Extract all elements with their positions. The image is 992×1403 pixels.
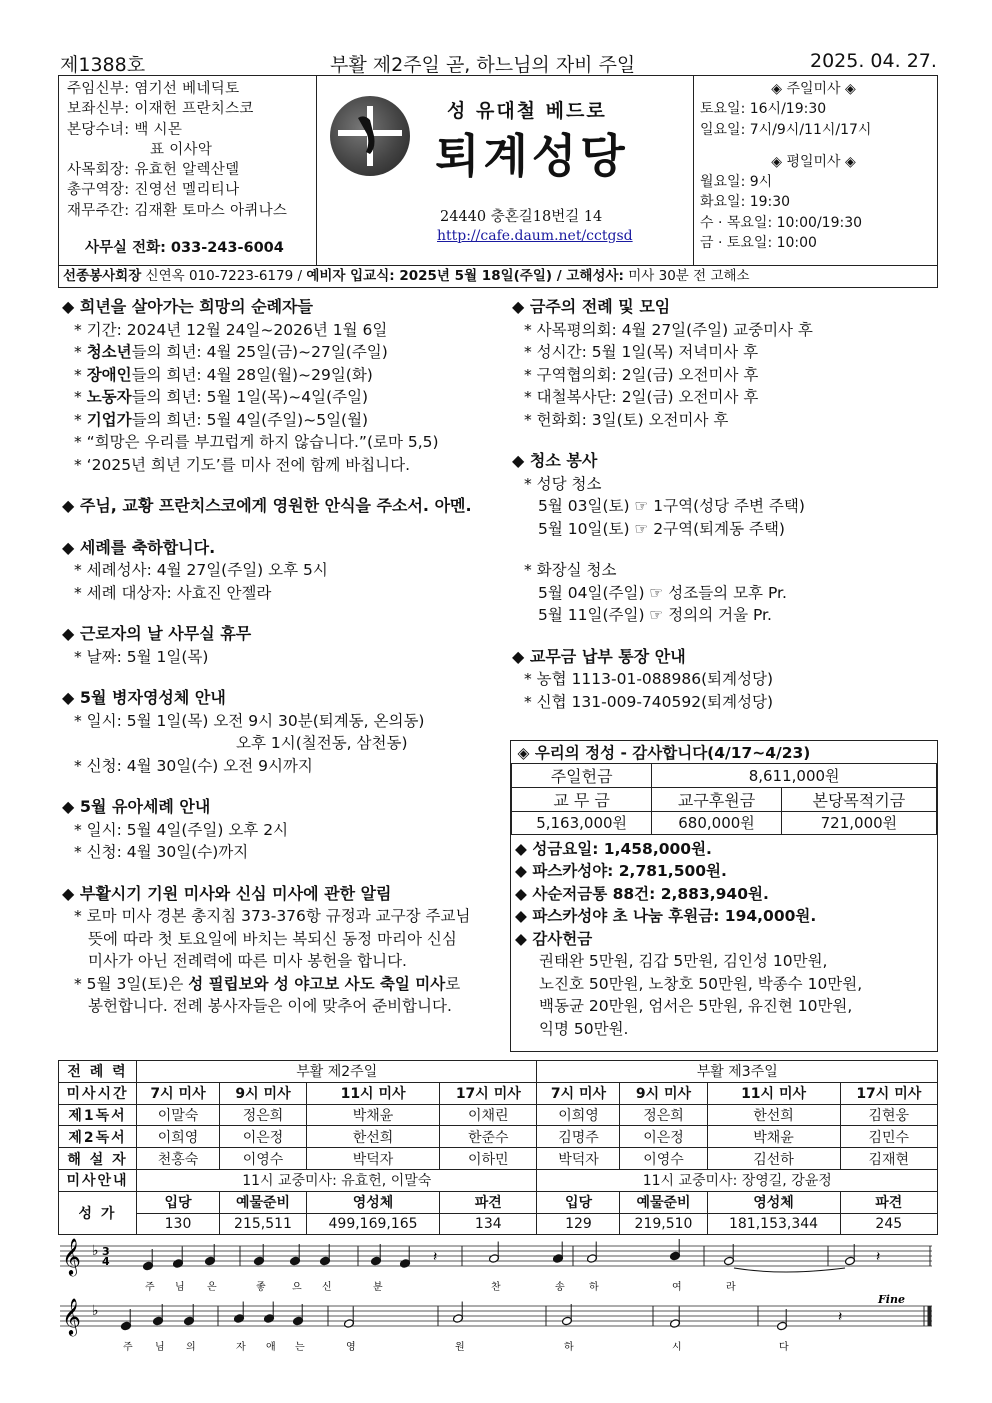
notice-text: 들의 희년: 5월 1일(목)~4일(주일) — [131, 388, 369, 406]
section-heading: ◆ 청소 봉사 — [512, 451, 598, 470]
thanks-line: 노진호 50만원, 노창호 50만원, 박종수 10만원, — [539, 974, 863, 993]
weekday-mass-fri-sat: 금 · 토요일: 10:00 — [700, 235, 817, 252]
commentator-cell: 박덕자 — [307, 1148, 440, 1170]
commentator-cell: 이영수 — [620, 1148, 707, 1170]
weekday-mass-wed-thu: 수 · 목요일: 10:00/19:30 — [700, 214, 863, 231]
mass-time-header: 17시 미사 — [440, 1082, 537, 1104]
hymn-header: 예물준비 — [620, 1191, 707, 1213]
mass-times-panel — [694, 76, 937, 265]
sunday-offering-value: 8,611,000원 — [652, 764, 937, 788]
right-notices-column — [512, 296, 938, 713]
bulletin-title: 부활 제2주일 곧, 하느님의 자비 주일 — [330, 54, 636, 76]
hymn-number: 181,153,344 — [707, 1213, 840, 1235]
staff-entry: 주임신부: 염기선 베네딕토 — [67, 81, 240, 97]
section-heading: ◆ 금주의 전례 및 모임 — [512, 297, 671, 316]
row-label: 제2독서 — [59, 1126, 137, 1148]
offering-note: ◆ 파스카성야: 2,781,500원. — [515, 862, 727, 880]
notice-text: * 5월 3일(토)은 — [74, 974, 189, 993]
parish-panel — [317, 76, 694, 265]
notice-line: * 로마 미사 경본 총지침 373-376항 규정과 교구장 주교님 — [74, 907, 471, 925]
row-label: 미사시간 — [59, 1082, 137, 1104]
first-reader-cell: 박채윤 — [307, 1104, 440, 1126]
left-notices-column — [62, 296, 502, 1018]
staff-list — [67, 79, 316, 221]
hymn-number: 245 — [840, 1213, 937, 1235]
section-heading: ◆ 교무금 납부 통장 안내 — [512, 646, 686, 666]
first-reader-cell: 정은희 — [620, 1104, 707, 1126]
info-strip — [58, 266, 938, 288]
quarter-rest-icon: 𝄽 — [876, 1249, 881, 1265]
lyric-syllable: 님 — [155, 1342, 165, 1353]
strip-label-1: 선종봉사회장 — [63, 268, 142, 284]
notice-line: * 대철복사단: 2일(금) 오전미사 후 — [524, 388, 759, 406]
commentator-cell: 김재현 — [840, 1148, 937, 1170]
lyric-syllable: 는 — [295, 1342, 305, 1353]
section-heading: ◆ 5월 유아세례 안내 — [62, 797, 211, 816]
notice-bold: 청소년 — [86, 343, 132, 361]
sunday-offering-label: 주일헌금 — [512, 764, 652, 788]
flat-icon: ♭ — [92, 1303, 99, 1319]
lyric-syllable: 하 — [589, 1282, 599, 1293]
notice-line: * 화장실 청소 — [524, 561, 617, 579]
offering-notes — [511, 835, 937, 1041]
notice-bold: 노동자 — [86, 388, 132, 406]
notice-line: * 성당 청소 — [524, 474, 602, 493]
notice-line: 5월 03일(토) ☞ 1구역(성당 주변 주택) — [538, 497, 805, 515]
commentator-cell: 이하민 — [440, 1148, 537, 1170]
lyric-syllable: 분 — [373, 1282, 383, 1293]
staff-entry: 본당수녀: 백 시몬 — [67, 121, 183, 138]
first-reader-cell: 한선희 — [707, 1104, 840, 1126]
row-label: 성 가 — [59, 1191, 137, 1235]
lyric-syllable: 자 — [236, 1342, 246, 1353]
hymn-header: 입당 — [537, 1191, 620, 1213]
parish-name: 퇴계성당 — [435, 129, 629, 183]
section-heading: ◆ 희년을 살아가는 희망의 순례자들 — [62, 297, 313, 316]
offering-header: 교구후원금 — [652, 788, 782, 812]
notice-line: * 일시: 5월 1일(목) 오전 9시 30분(퇴계동, 온의동) — [74, 711, 425, 730]
section-heading: ◆ 세례를 축하합니다. — [62, 537, 216, 557]
strip-text-1: 신연옥 010-7223-6179 / — [141, 268, 307, 284]
notice-line: * 기간: 2024년 12월 24일~2026년 1월 6일 — [74, 320, 388, 339]
lyric-syllable: 주 — [145, 1282, 155, 1293]
notice-line: * 날짜: 5월 1일(목) — [74, 647, 209, 666]
commentator-cell: 천홍숙 — [137, 1148, 220, 1170]
week2-title: 부활 제3주일 — [537, 1061, 938, 1083]
notice-line: * 노동자들의 희년: 5월 1일(목)~4일(주일) — [74, 388, 369, 406]
notice-line: * 헌화회: 3일(토) 오전미사 후 — [524, 410, 729, 429]
notice-line: * 청소년들의 희년: 4월 25일(금)~27일(주일) — [74, 343, 388, 361]
notice-line: 뜻에 따라 첫 토요일에 바치는 복되신 동정 마리아 신심 — [88, 929, 457, 948]
notice-line: 봉헌합니다. 전례 봉사자들은 이에 맞추어 준비합니다. — [88, 997, 452, 1015]
thanks-line: 익명 50만원. — [539, 1019, 629, 1038]
lyric-syllable: 은 — [207, 1282, 217, 1293]
mass-time-header: 17시 미사 — [840, 1082, 937, 1104]
staff-entry: 사목회장: 유효헌 알렉산델 — [67, 162, 240, 179]
commentator-cell: 김선하 — [707, 1148, 840, 1170]
row-label: 제1독서 — [59, 1104, 137, 1126]
section-heading: ◆ 부활시기 기원 미사와 신심 미사에 관한 알림 — [62, 883, 392, 903]
mass-notice-week1: 11시 교중미사: 유효헌, 이말숙 — [137, 1169, 537, 1191]
offering-note: ◆ 사순저금통 88건: 2,883,940원. — [515, 884, 769, 903]
second-reader-cell: 이은정 — [620, 1126, 707, 1148]
notice-line: * 세례 대상자: 사효진 안젤라 — [74, 583, 272, 602]
flat-icon: ♭ — [92, 1243, 99, 1259]
lyric-syllable: 하 — [564, 1342, 574, 1353]
notice-line: * 일시: 5월 4일(주일) 오후 2시 — [74, 820, 289, 839]
mass-time-header: 11시 미사 — [707, 1082, 840, 1104]
lyric-syllable: 시 — [672, 1342, 682, 1353]
office-phone: 사무실 전화: 033-243-6004 — [85, 240, 284, 256]
notice-line: * 사목평의회: 4월 27일(주일) 교중미사 후 — [524, 320, 813, 339]
first-reader-cell: 이채린 — [440, 1104, 537, 1126]
fine-marking: Fine — [878, 1293, 905, 1306]
parish-subtitle: 성 유대철 베드로 — [447, 100, 607, 122]
second-reader-cell: 김민수 — [840, 1126, 937, 1148]
mass-time-header: 11시 미사 — [307, 1082, 440, 1104]
first-reader-cell: 이말숙 — [137, 1104, 220, 1126]
sunday-mass-saturday: 토요일: 16시/19:30 — [700, 101, 827, 118]
section-heading: ◆ 근로자의 날 사무실 휴무 — [62, 624, 252, 643]
treble-clef-icon: 𝄞 — [62, 1297, 81, 1335]
time-signature: 3 — [102, 1245, 110, 1258]
notice-line: * 구역협의회: 2일(금) 오전미사 후 — [524, 365, 759, 384]
staff-entry: 표 이사악 — [150, 141, 213, 158]
weekday-mass-mon: 월요일: 9시 — [700, 174, 773, 191]
lyric-syllable: 좋 — [256, 1282, 266, 1293]
hymn-number: 134 — [440, 1213, 537, 1235]
offering-header: 교 무 금 — [512, 788, 652, 812]
notice-line: * ‘2025년 희년 기도’를 미사 전에 함께 바칩니다. — [74, 455, 411, 474]
thanks-line: 권태완 5만원, 김갑 5만원, 김인성 10만원, — [539, 952, 828, 970]
offering-note: ◆ 파스카성야 초 나눔 후원금: 194,000원. — [515, 907, 817, 925]
weekday-mass-title: ◈ 평일미사 ◈ — [771, 153, 856, 170]
notice-text: 들의 희년: 5월 4일(주일)~5일(월) — [131, 410, 369, 429]
row-label: 미사안내 — [59, 1169, 137, 1191]
time-signature: 4 — [102, 1255, 110, 1268]
notice-line: * 성시간: 5월 1일(목) 저녁미사 후 — [524, 343, 759, 361]
hymn-header: 파견 — [840, 1191, 937, 1213]
parish-logo-icon — [330, 96, 410, 176]
notice-text: 들의 희년: 4월 28일(월)~29일(화) — [131, 365, 373, 384]
parish-address: 24440 충혼길18번길 14 — [440, 209, 603, 225]
second-reader-cell: 이희영 — [137, 1126, 220, 1148]
staff-panel — [59, 76, 317, 265]
offering-note: ◆ 성금요일: 1,458,000원. — [515, 839, 712, 858]
lyric-syllable: 송 — [555, 1282, 565, 1293]
offering-value: 5,163,000원 — [512, 812, 652, 835]
first-reader-cell: 김현웅 — [840, 1104, 937, 1126]
commentator-cell: 박덕자 — [537, 1148, 620, 1170]
lyric-syllable: 신 — [322, 1282, 332, 1293]
hymn-number: 129 — [537, 1213, 620, 1235]
row-label: 전 례 력 — [59, 1061, 137, 1083]
mass-time-header: 9시 미사 — [220, 1082, 307, 1104]
offering-value: 721,000원 — [781, 812, 936, 835]
notice-text: 로 — [445, 974, 461, 993]
sunday-mass-title: ◈ 주일미사 ◈ — [771, 81, 856, 97]
quarter-rest-icon: 𝄽 — [838, 1309, 843, 1325]
offering-note: ◆ 감사헌금 — [515, 929, 593, 948]
sunday-mass-sunday: 일요일: 7시/9시/11시/17시 — [700, 121, 872, 138]
row-label: 해 설 자 — [59, 1148, 137, 1170]
hymn-number: 215,511 — [220, 1213, 307, 1235]
lyric-syllable: 다 — [779, 1342, 789, 1353]
hymn-number: 499,169,165 — [307, 1213, 440, 1235]
notice-line: 5월 04일(주일) ☞ 성조들의 모후 Pr. — [538, 583, 787, 602]
issue-number: 제1388호 — [60, 54, 146, 76]
lyric-syllable: 원 — [455, 1342, 465, 1353]
lyric-syllable: 애 — [266, 1342, 276, 1353]
notice-line: * 신협 131-009-740592(퇴계성당) — [524, 692, 774, 711]
notice-line: 오후 1시(칠전동, 삼천동) — [236, 734, 408, 752]
thanks-line: 백동균 20만원, 엄서은 5만원, 유진현 10만원, — [539, 997, 853, 1015]
offering-header: 본당목적기금 — [781, 788, 936, 812]
commentator-cell: 이영수 — [220, 1148, 307, 1170]
notice-line: 5월 11일(주일) ☞ 정의의 거울 Pr. — [538, 606, 772, 624]
lyric-syllable: 영 — [346, 1342, 356, 1353]
mass-time-header: 9시 미사 — [620, 1082, 707, 1104]
staff-entry: 보좌신부: 이재헌 프란치스코 — [67, 101, 254, 118]
notice-line: * “희망은 우리를 부끄럽게 하지 않습니다.”(로마 5,5) — [74, 433, 439, 451]
bulletin-date: 2025. 04. 27. — [810, 50, 937, 72]
second-reader-cell: 이은정 — [220, 1126, 307, 1148]
notice-line — [62, 973, 502, 996]
lyric-syllable: 으 — [292, 1282, 302, 1293]
hymn-score — [58, 1238, 938, 1358]
notice-line: 5월 10일(토) ☞ 2구역(퇴계동 주택) — [538, 519, 785, 538]
notice-line: * 신청: 4월 30일(수)까지 — [74, 843, 249, 861]
tie-curve — [734, 1268, 845, 1272]
lyric-syllable: 여 — [672, 1282, 682, 1293]
liturgy-roster-table — [58, 1060, 938, 1235]
offering-table — [511, 741, 937, 835]
hymn-header: 영성체 — [707, 1191, 840, 1213]
mass-notice-week2: 11시 교중미사: 장영길, 강윤정 — [537, 1169, 938, 1191]
treble-clef-icon: 𝄞 — [62, 1238, 81, 1275]
parish-website-link[interactable]: http://cafe.daum.net/cctgsd — [437, 228, 633, 244]
notice-line: * 세례성사: 4월 27일(주일) 오후 5시 — [74, 561, 328, 579]
hymn-header: 예물준비 — [220, 1191, 307, 1213]
notice-text: 들의 희년: 4월 25일(금)~27일(주일) — [131, 343, 388, 361]
second-reader-cell: 박채윤 — [707, 1126, 840, 1148]
notice-line: * 신청: 4월 30일(수) 오전 9시까지 — [74, 756, 313, 775]
notice-bold: 기업가 — [86, 410, 132, 429]
notice-bold: 성 필립보와 성 야고보 사도 축일 미사 — [188, 974, 446, 993]
hymn-number: 130 — [137, 1213, 220, 1235]
strip-text-2: 미사 30분 전 고해소 — [623, 268, 750, 284]
offering-title: ◈ 우리의 정성 - 감사합니다(4/17~4/23) — [512, 741, 937, 764]
strip-label-2: 예비자 입교식: 2025년 5월 18일(주일) / 고해성사: — [306, 268, 624, 284]
offering-box — [510, 740, 938, 1052]
second-reader-cell: 한선희 — [307, 1126, 440, 1148]
notice-line: * 장애인들의 희년: 4월 28일(월)~29일(화) — [74, 365, 373, 384]
notice-line: 미사가 아닌 전례력에 따른 미사 봉헌을 합니다. — [88, 952, 407, 970]
hymn-header: 파견 — [440, 1191, 537, 1213]
staff-entry: 재무주간: 김재환 토마스 아퀴나스 — [67, 202, 288, 219]
mass-time-header: 7시 미사 — [137, 1082, 220, 1104]
notice-line: * 기업가들의 희년: 5월 4일(주일)~5일(월) — [74, 410, 369, 429]
offering-value: 680,000원 — [652, 812, 782, 835]
second-reader-cell: 김명주 — [537, 1126, 620, 1148]
notice-line: * 농협 1113-01-088986(퇴계성당) — [524, 670, 774, 688]
staff-entry: 총구역장: 진영선 멜리티나 — [67, 182, 240, 199]
mass-time-header: 7시 미사 — [537, 1082, 620, 1104]
lyric-syllable: 찬 — [491, 1282, 501, 1293]
lyric-syllable: 라 — [726, 1282, 736, 1293]
quarter-rest-icon: 𝄽 — [433, 1249, 438, 1265]
first-reader-cell: 이희영 — [537, 1104, 620, 1126]
weekday-mass-tue: 화요일: 19:30 — [700, 194, 791, 211]
week1-title: 부활 제2주일 — [137, 1061, 537, 1083]
lyric-syllable: 주 — [123, 1342, 133, 1353]
header-box — [58, 75, 938, 266]
second-reader-cell: 한준수 — [440, 1126, 537, 1148]
hymn-number: 219,510 — [620, 1213, 707, 1235]
lyric-syllable: 의 — [186, 1342, 196, 1353]
hymn-header: 영성체 — [307, 1191, 440, 1213]
first-reader-cell: 정은희 — [220, 1104, 307, 1126]
lyric-syllable: 님 — [175, 1282, 185, 1293]
notice-bold: 장애인 — [86, 365, 132, 384]
hymn-header: 입당 — [137, 1191, 220, 1213]
section-heading: ◆ 5월 병자영성체 안내 — [62, 688, 226, 707]
section-heading: ◆ 주님, 교황 프란치스코에게 영원한 안식을 주소서. 아멘. — [62, 496, 472, 515]
